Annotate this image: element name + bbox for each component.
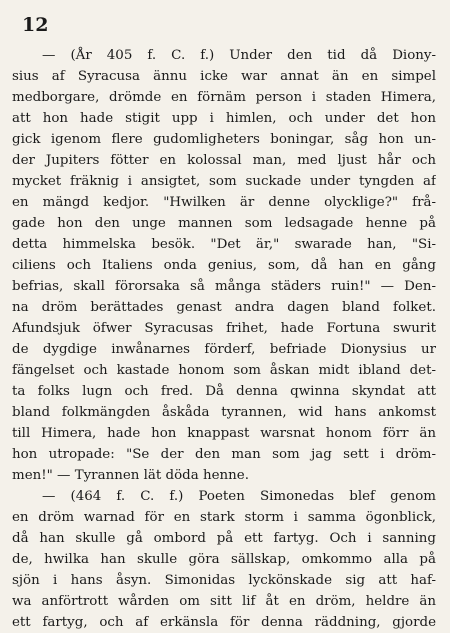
text-line: en mängd kedjor. "Hwilken är denne olycklige?" frå- xyxy=(12,195,436,210)
text-line: fängelset och kastade honom som åskan midt ibland det- xyxy=(12,363,436,378)
text-line: der Jupiters fötter en kolossal man, med ljust hår och xyxy=(12,153,436,168)
text-line: befrias, skall förorsaka så många städers ruin!" — Den- xyxy=(12,279,436,294)
text-line: att hon hade stigit upp i himlen, och under det hon xyxy=(12,111,436,126)
text-line: ett fartyg, och af erkänsla för denna räddning, gjorde xyxy=(12,615,436,630)
text-line: gick igenom flere gudomligheters boningar, såg hon un- xyxy=(12,132,436,147)
text-line: då han skulle gå ombord på ett fartyg. Och i sanning xyxy=(12,531,436,546)
body-text xyxy=(12,45,436,633)
text-line: mycket fräknig i ansigtet, som suckade under tyngden af xyxy=(12,174,436,189)
text-line: — (464 f. C. f.) Poeten Simonedas blef genom xyxy=(42,489,436,504)
text-line: wa anförtrott wården om sitt lif åt en dröm, heldre än xyxy=(12,594,436,609)
text-line: en dröm warnad för en stark storm i samma ögonblick, xyxy=(12,510,436,525)
text-line: men!" — Tyrannen lät döda henne. xyxy=(12,468,249,483)
text-line: sius af Syracusa ännu icke war annat än en simpel xyxy=(12,69,436,84)
text-line: till Himera, hade hon knappast warsnat honom förr än xyxy=(12,426,436,441)
page-number: 12 xyxy=(22,14,49,36)
text-line: na dröm berättades genast andra dagen bland folket. xyxy=(12,300,436,315)
text-line: Afundsjuk öfwer Syracusas frihet, hade Fortuna swurit xyxy=(12,321,436,336)
text-line: detta himmelska besök. "Det är," swarade han, "Si- xyxy=(12,237,436,252)
text-line: ciliens och Italiens onda genius, som, då han en gång xyxy=(12,258,436,273)
text-line: gade hon den unge mannen som ledsagade henne på xyxy=(12,216,436,231)
text-line: ta folks lugn och fred. Då denna qwinna skyndat att xyxy=(12,384,436,399)
text-line: sjön i hans åsyn. Simonidas lyckönskade sig att haf- xyxy=(12,573,436,588)
text-line: hon utropade: "Se der den man som jag sett i dröm- xyxy=(12,447,436,462)
text-line: de, hwilka han skulle göra sällskap, omkommo alla på xyxy=(12,552,436,567)
text-line: — (År 405 f. C. f.) Under den tid då Diony- xyxy=(42,48,436,63)
text-line: bland folkmängden åskåda tyrannen, wid hans ankomst xyxy=(12,405,436,420)
text-line: medborgare, drömde en förnäm person i staden Himera, xyxy=(12,90,436,105)
text-line: de dygdige inwånarnes förderf, befriade Dionysius ur xyxy=(12,342,436,357)
